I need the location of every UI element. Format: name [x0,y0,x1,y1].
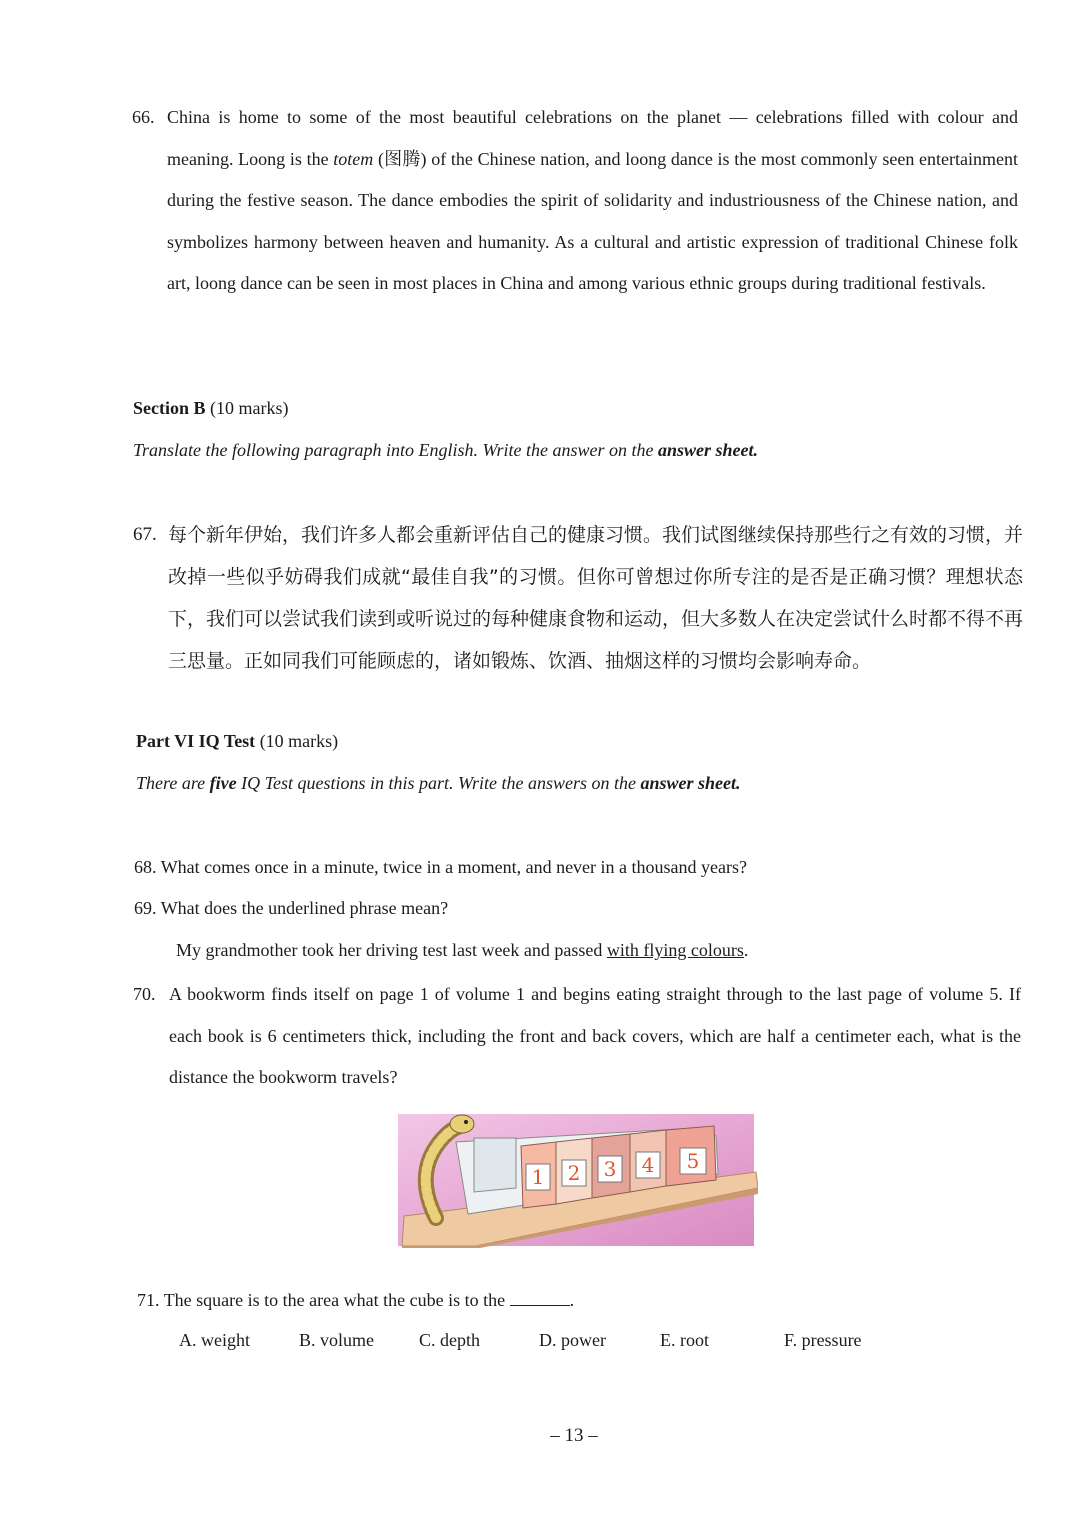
question-number: 67. [133,524,157,545]
part-vi-heading [136,731,338,752]
volume-label-5: 5 [686,1149,700,1173]
question-70 [133,974,1021,1099]
option-c: C. depth [419,1330,480,1350]
section-b-answer-sheet: answer sheet. [658,440,759,460]
question-69 [134,898,448,919]
option-f: F. pressure [784,1330,862,1350]
part-vi-answer-sheet: answer sheet. [640,773,741,793]
option-b: B. volume [299,1330,374,1350]
section-b-title: Section B [133,398,206,418]
bookworm-illustration [396,1108,758,1248]
question-67 [133,514,1023,682]
question-67-text: 每个新年伊始，我们许多人都会重新评估自己的健康习惯。我们试图继续保持那些行之有效的习惯，并改掉一些似乎妨碍我们成就“最佳自我”的习惯。但你可曾想过你所专注的是否是正确习惯？理想状态下，我们可以尝试我们读到或听说过的每种健康食物和运动，但大多数人在决定尝试什么时都不得不再三思量。正如同我们可能顾虑的，诸如锻炼、饮酒、抽烟这样的习惯均会影响寿命。 [168,524,1024,672]
volume-label-1: 1 [531,1165,545,1189]
q69-underlined-phrase: with flying colours [606,940,744,960]
question-68-text: What comes once in a minute, twice in a moment, and never in a thousand years? [160,857,747,877]
section-b-instruction-text: Translate the following paragraph into English. Write the answer on the [133,440,659,460]
q69-example-pre: My grandmother took her driving test last week and passed [176,940,607,960]
page-number: – 13 – [550,1425,598,1446]
question-number: 70. [133,984,156,1004]
question-70-text: A bookworm finds itself on page 1 of volume 1 and begins eating straight through to the last page of volume 5. If each book is 6 centimeters thick, including the front and back covers, which are half a centimeter each, what is the distance the bookworm travels? [169,984,1021,1087]
part-vi-marks: (10 marks) [255,731,339,751]
section-b-heading [133,398,289,419]
question-69-text: What does the underlined phrase mean? [160,898,449,918]
part-vi-instr-2: IQ Test questions in this part. Write the answers on the [236,773,641,793]
part-vi-title: Part VI IQ Test [136,731,256,751]
volume-label-4: 4 [641,1153,655,1177]
answer-blank [510,1289,570,1306]
q69-example-post: . [743,940,749,960]
volume-label-3: 3 [603,1157,617,1181]
question-71 [137,1289,574,1311]
question-71-end: . [569,1290,575,1310]
q66-totem-word: totem [333,148,374,169]
q66-text-part1: China is home to some of the most beautiful celebrations on the planet — celebrations filled with colour and meaning. Loong is the [167,107,1018,169]
question-number: 71. [137,1290,160,1310]
q66-text-part2: (图腾) of the Chinese nation, and loong dance is the most commonly seen entertainment during the festive season. The dance embodies the spirit of solidarity and industriousness of the Chinese nation, and symbolizes harmony between heaven and humanity. As a cultural and artistic expression of traditional Chinese folk art, loong dance can be seen in most places in China and among various ethnic groups during traditional festivals. [167,148,1018,293]
question-number: 69. [134,898,157,918]
question-number: 68. [134,857,157,877]
option-d: D. power [539,1330,606,1350]
section-b-instruction [133,440,758,461]
part-vi-instr-1: There are [136,773,210,793]
option-e: E. root [660,1330,709,1350]
question-66-text [167,97,1018,305]
section-b-marks: (10 marks) [205,398,289,418]
part-vi-instruction [136,773,741,794]
question-68 [134,857,747,878]
question-66 [132,97,1018,305]
part-vi-five: five [209,773,237,793]
volume-label-2: 2 [567,1161,581,1185]
question-number: 66. [132,107,155,127]
question-71-text: The square is to the area what the cube is to the [163,1290,510,1310]
question-69-example [176,940,748,961]
option-a: A. weight [179,1330,250,1350]
